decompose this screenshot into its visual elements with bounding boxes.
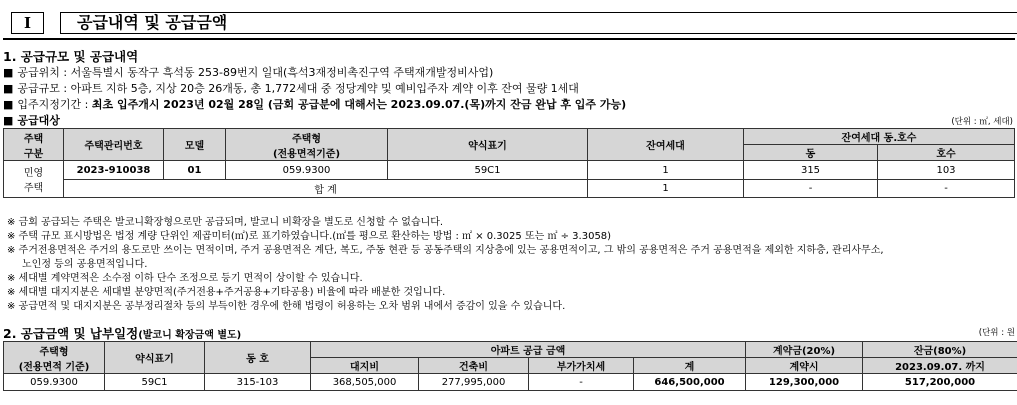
note-3: ※ 주거전용면적은 주거의 용도로만 쓰이는 면적이며, 주거 공용면적은 계단, 복도, 주동 현관 등 공동주택의 지상층에 있는 공용면적이고, 그 밖의 공용면적은 주거 공용면적을 제외한 지하층, 관리사무소, [7, 245, 884, 256]
cell-ho: 103 [878, 161, 1015, 180]
col-ho: 호수 [878, 145, 1015, 161]
col-type-1: 주택형 [39, 346, 69, 358]
col-abbr: 약식표기 [105, 342, 205, 374]
cell-mgmt-no: 2023-910038 [64, 161, 164, 180]
section-number: I [11, 12, 44, 34]
note-5: ※ 세대별 대지지분은 세대별 분양면적(주거전용+주거공용+기타공용) 비율에 따라 배분한 것입니다. [7, 287, 446, 298]
cell-type: 059.9300 [4, 374, 105, 391]
section2-title [3, 324, 241, 342]
total-remaining: 1 [588, 180, 744, 198]
note-3-cont: 노인정 등의 공용면적입니다. [22, 259, 148, 270]
supply-location-text: 공급위치 : 서울특별시 동작구 흑석동 253-89번지 일대(흑석3재정비촉진구역 주택재개발정비사업) [17, 66, 494, 79]
col-house-kind-2: 구분 [23, 148, 44, 160]
supply-unit-note: (단위 : ㎡, 세대) [951, 117, 1013, 127]
cell-model: 01 [164, 161, 226, 180]
note-2: ※ 주택 규모 표시방법은 법정 계량 단위인 제곱미터(㎡)로 표기하였습니다.(㎡를 평으로 환산하는 방법 : ㎡ × 0.3025 또는 ㎡ ÷ 3.3058) [7, 231, 612, 242]
supply-target-label [3, 112, 60, 128]
table-row [4, 161, 1015, 180]
col-remaining: 잔여세대 [588, 129, 744, 161]
col-area [226, 129, 388, 161]
cell-building: 277,995,000 [419, 374, 529, 391]
section1-title: 1. 공급규모 및 공급내역 [3, 49, 139, 64]
col-building: 건축비 [419, 358, 529, 374]
total-ho: - [878, 180, 1015, 198]
col-mgmt-no: 주택관리번호 [64, 129, 164, 161]
cell-unit-no: 315-103 [205, 374, 311, 391]
cell-balance: 517,200,000 [863, 374, 1017, 391]
table-total-row [4, 180, 1015, 198]
cell-deposit: 129,300,000 [746, 374, 863, 391]
col-type-2: (전용면적 기준) [18, 361, 90, 373]
section-header [3, 10, 1015, 38]
table-header-row [4, 129, 1015, 145]
col-sum: 계 [634, 358, 746, 374]
col-abbr: 약식표기 [388, 129, 588, 161]
supply-scale-text: 공급규모 : 아파트 지하 5층, 지상 20층 26개동, 총 1,772세대 중 정당계약 및 예비입주자 계약 이후 잔여 물량 1세대 [17, 82, 579, 95]
supply-location [3, 64, 493, 80]
col-house-kind [4, 129, 64, 161]
supply-scale [3, 80, 579, 96]
cell-kind-1: 민영 [23, 168, 44, 179]
note-4: ※ 세대별 계약면적은 소수점 이하 단수 조정으로 등기 면적이 상이할 수 있습니다. [7, 273, 363, 284]
cell-remaining: 1 [588, 161, 744, 180]
col-unit-no: 동 호 [205, 342, 311, 374]
header-divider [3, 38, 1015, 40]
note-6: ※ 공급면적 및 대지지분은 공부정리절차 등의 부득이한 경우에 한해 법령이 허용하는 오차 범위 내에서 증감이 있을 수 있습니다. [7, 301, 566, 312]
total-dong: - [744, 180, 878, 198]
col-vat: 부가가치세 [529, 358, 634, 374]
col-area-2: (전용면적기준) [272, 148, 341, 160]
total-label: 합 계 [64, 180, 588, 198]
cell-kind-2: 주택 [23, 183, 44, 194]
section2-title-suffix: (발코니 확장금액 별도) [138, 330, 242, 341]
note-1: ※ 금회 공급되는 주택은 발코니확장형으로만 공급되며, 발코니 비확장을 별도로 신청할 수 없습니다. [7, 217, 444, 228]
supply-table [3, 128, 1015, 198]
col-balance-sub: 2023.09.07. 까지 [863, 358, 1017, 374]
move-in-period [3, 96, 626, 112]
col-area-1: 주택형 [292, 133, 321, 145]
cell-land: 368,505,000 [311, 374, 419, 391]
cell-area: 059.9300 [226, 161, 388, 180]
price-unit-note: (단위 : 원 [978, 328, 1015, 338]
table-header-row [4, 342, 1017, 358]
cell-sum: 646,500,000 [634, 374, 746, 391]
col-balance: 잔금(80%) [863, 342, 1017, 358]
move-in-text: 최초 입주개시 2023년 02월 28일 (금회 공급분에 대해서는 2023.09.07.(목)까지 잔금 완납 후 입주 가능) [91, 98, 627, 111]
price-table [3, 341, 1017, 391]
col-remaining-unit: 잔여세대 동.호수 [744, 129, 1015, 145]
table-row [4, 374, 1017, 391]
col-type [4, 342, 105, 374]
cell-dong: 315 [744, 161, 878, 180]
col-apt-price: 아파트 공급 금액 [311, 342, 746, 358]
cell-kind [4, 161, 64, 198]
supply-target-text: 공급대상 [17, 114, 60, 127]
col-deposit: 계약금(20%) [746, 342, 863, 358]
col-deposit-sub: 계약시 [746, 358, 863, 374]
cell-abbr: 59C1 [105, 374, 205, 391]
col-house-kind-1: 주택 [23, 133, 44, 145]
move-in-label: 입주지정기간 : [17, 98, 92, 111]
section2-title-text: 2. 공급금액 및 납부일정 [3, 326, 139, 341]
col-dong: 동 [744, 145, 878, 161]
col-land: 대지비 [311, 358, 419, 374]
page-title: 공급내역 및 공급금액 [60, 12, 1017, 34]
cell-abbr: 59C1 [388, 161, 588, 180]
cell-vat: - [529, 374, 634, 391]
col-model: 모델 [164, 129, 226, 161]
